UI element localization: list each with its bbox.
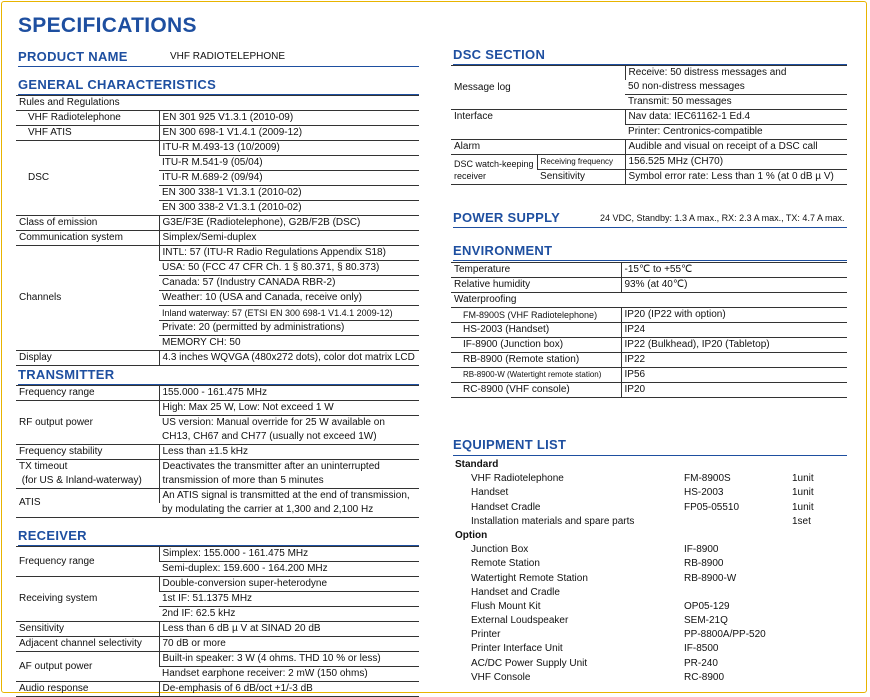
rx-system-value: 1st IF: 51.1375 MHz	[159, 592, 419, 607]
channel-value: Weather: 10 (USA and Canada, receive only)	[159, 291, 419, 306]
equipment-code: FM-8900S	[684, 473, 731, 485]
rxfreq-value: 156.525 MHz (CH70)	[625, 155, 847, 170]
iface-value: Nav data: IEC61162-1 Ed.4	[625, 110, 847, 125]
dsc-sens-value: Symbol error rate: Less than 1 % (at 0 dB µ V)	[625, 170, 847, 185]
dsc-label: DSC	[16, 141, 159, 216]
watch-label-line: DSC watch-keeping	[454, 158, 534, 169]
water-item-value: IP20 (IP22 with option)	[621, 308, 847, 323]
equipment-name: VHF Console	[471, 671, 531, 683]
equipment-name: Handset	[471, 487, 509, 499]
iface-value: Printer: Centronics-compatible	[625, 125, 847, 140]
equipment-code: OP05-129	[684, 600, 730, 612]
transmitter-heading: TRANSMITTER	[18, 367, 115, 382]
channels-label: Channels	[16, 246, 159, 351]
water-item-label: RB-8900-W (Watertight remote station)	[451, 368, 621, 383]
rf-value: High: Max 25 W, Low: Not exceed 1 W	[159, 401, 419, 416]
audio-value: De-emphasis of 6 dB/oct +1/-3 dB	[159, 682, 419, 697]
equipment-names	[455, 458, 634, 685]
water-item-label: FM-8900S (VHF Radiotelephone)	[451, 308, 621, 323]
adj-label: Adjacent channel selectivity	[16, 637, 159, 652]
general-table	[16, 95, 419, 366]
msg-value: 50 non-distress messages	[625, 80, 847, 95]
equipment-name: Watertight Remote Station	[471, 572, 588, 584]
dsc-value: ITU-R M.493-13 (10/2009)	[159, 141, 419, 156]
rx-freq-value: Simplex: 155.000 - 161.475 MHz	[159, 547, 419, 562]
water-item-value: IP56	[621, 368, 847, 383]
transmitter-table	[16, 385, 419, 518]
page-title: SPECIFICATIONS	[18, 14, 197, 37]
rf-label: RF output power	[16, 401, 159, 445]
rx-sens-label: Sensitivity	[16, 622, 159, 637]
temp-value: -15℃ to +55℃	[621, 263, 847, 278]
water-item-label: IF-8900 (Junction box)	[451, 338, 621, 353]
watch-label-line: receiver	[454, 170, 487, 181]
equipment-heading: EQUIPMENT LIST	[453, 437, 567, 452]
comm-label: Communication system	[16, 231, 159, 246]
water-item-value: IP22 (Bulkhead), IP20 (Tabletop)	[621, 338, 847, 353]
rx-system-label: Receiving system	[16, 577, 159, 622]
af-label: AF output power	[16, 652, 159, 682]
stability-value: Less than ±1.5 kHz	[159, 445, 419, 460]
audio-label: Audio response	[16, 682, 159, 697]
equipment-code: PP-8800A/PP-520	[684, 629, 766, 641]
equipment-name: Handset Cradle	[471, 501, 541, 513]
dsc-value: ITU-R M.541-9 (05/04)	[159, 156, 419, 171]
emission-label: Class of emission	[16, 216, 159, 231]
alarm-label: Alarm	[451, 140, 625, 155]
channel-value: INTL: 57 (ITU-R Radio Regulations Appendix S18)	[159, 246, 419, 261]
water-item-value: IP22	[621, 353, 847, 368]
equipment-name: Junction Box	[471, 544, 529, 556]
equipment-qtys	[792, 458, 814, 529]
equipment-name: External Loudspeaker	[471, 615, 569, 627]
rx-system-value: Double-conversion super-heterodyne	[159, 577, 419, 592]
equipment-code: PR-240	[684, 657, 718, 669]
equipment-name: Installation materials and spare parts	[471, 515, 635, 527]
divider	[453, 260, 847, 261]
water-item-value: IP24	[621, 323, 847, 338]
channel-value: MEMORY CH: 50	[159, 336, 419, 351]
alarm-value: Audible and visual on receipt of a DSC call	[625, 140, 847, 155]
equipment-name: Remote Station	[471, 558, 540, 570]
rxfreq-label: Receiving frequency	[537, 155, 625, 170]
msg-value: Transmit: 50 messages	[625, 95, 847, 110]
equipment-code: HS-2003	[684, 487, 724, 499]
divider	[18, 66, 419, 67]
equipment-name: Flush Mount Kit	[471, 600, 541, 612]
display-value: 4.3 inches WQVGA (480x272 dots), color dot matrix LCD	[159, 351, 419, 366]
environment-heading: ENVIRONMENT	[453, 243, 553, 258]
af-value: Built-in speaker: 3 W (4 ohms. THD 10 % or less)	[159, 652, 419, 667]
equipment-code: RB-8900-W	[684, 572, 737, 584]
product-name-heading: PRODUCT NAME	[18, 49, 128, 64]
environment-table	[451, 262, 847, 398]
divider	[453, 455, 847, 456]
rf-value: CH13, CH67 and CH77 (usually not exceed 1W)	[159, 430, 419, 445]
rx-freq-value: Semi-duplex: 159.600 - 164.200 MHz	[159, 562, 419, 577]
equipment-code: IF-8500	[684, 643, 719, 655]
equipment-name: Printer Interface Unit	[471, 643, 563, 655]
equipment-qty: 1unit	[792, 501, 814, 513]
dsc-value: EN 300 338-1 V1.3.1 (2010-02)	[159, 186, 419, 201]
equipment-name: AC/DC Power Supply Unit	[471, 657, 588, 669]
divider	[453, 227, 847, 228]
tx-freq-value: 155.000 - 161.475 MHz	[159, 386, 419, 401]
option-label: Option	[455, 529, 488, 541]
display-label: Display	[16, 351, 159, 366]
equipment-qty: 1set	[792, 515, 811, 527]
receiver-heading: RECEIVER	[18, 528, 87, 543]
equipment-code: IF-8900	[684, 544, 719, 556]
general-heading: GENERAL CHARACTERISTICS	[18, 77, 217, 92]
receiver-table	[16, 546, 419, 697]
tx-timeout-value: transmission of more than 5 minutes	[159, 474, 419, 489]
rx-sens-value: Less than 6 dB µ V at SINAD 20 dB	[159, 622, 419, 637]
water-item-value: IP20	[621, 383, 847, 398]
iface-label: Interface	[451, 110, 625, 140]
dsc-value: ITU-R M.689-2 (09/94)	[159, 171, 419, 186]
humidity-label: Relative humidity	[451, 278, 621, 293]
atis-value: EN 300 698-1 V1.4.1 (2009-12)	[159, 126, 419, 141]
power-heading: POWER SUPPLY	[453, 210, 561, 225]
af-value: Handset earphone receiver: 2 mW (150 ohms)	[159, 667, 419, 682]
power-value: 24 VDC, Standby: 1.3 A max., RX: 2.3 A max., TX: 4.7 A max.	[600, 213, 845, 223]
equipment-name: Handset and Cradle	[471, 586, 560, 598]
water-item-label: RB-8900 (Remote station)	[451, 353, 621, 368]
product-name-value: VHF RADIOTELEPHONE	[170, 51, 286, 62]
equipment-codes	[684, 458, 766, 685]
watch-label	[451, 155, 537, 185]
channel-value: Canada: 57 (Industry CANADA RBR-2)	[159, 276, 419, 291]
equipment-code	[684, 515, 766, 529]
water-item-label: HS-2003 (Handset)	[451, 323, 621, 338]
rx-freq-label: Frequency range	[16, 547, 159, 577]
equipment-code	[684, 586, 766, 600]
vhf-value: EN 301 925 V1.3.1 (2010-09)	[159, 111, 419, 126]
vhf-label: VHF Radiotelephone	[16, 111, 159, 126]
channel-value: USA: 50 (FCC 47 CFR Ch. 1 § 80.371, § 80.373)	[159, 261, 419, 276]
dsc-sens-label: Sensitivity	[537, 170, 625, 185]
equipment-code: SEM-21Q	[684, 615, 728, 627]
tx-timeout-label: (for US & Inland-waterway)	[16, 474, 159, 489]
stability-label: Frequency stability	[16, 445, 159, 460]
water-label: Waterproofing	[454, 294, 517, 305]
adj-value: 70 dB or more	[159, 637, 419, 652]
tx-timeout-label: TX timeout	[19, 461, 68, 472]
tx-atis-label: ATIS	[16, 489, 159, 518]
equipment-code: RC-8900	[684, 671, 725, 683]
tx-freq-label: Frequency range	[16, 386, 159, 401]
equipment-qty: 1unit	[792, 487, 814, 499]
temp-label: Temperature	[451, 263, 621, 278]
equipment-code: RB-8900	[684, 558, 724, 570]
channel-value: Private: 20 (permitted by administrations)	[159, 321, 419, 336]
rf-value: US version: Manual override for 25 W available on	[162, 417, 385, 428]
standard-label: Standard	[455, 459, 499, 470]
equipment-name: Printer	[471, 629, 501, 641]
comm-value: Simplex/Semi-duplex	[159, 231, 419, 246]
msg-label: Message log	[451, 66, 625, 110]
equipment-qty: 1unit	[792, 473, 814, 485]
equipment-code: FP05-05510	[684, 501, 740, 513]
dsc-table	[451, 65, 847, 185]
emission-value: G3E/F3E (Radiotelephone), G2B/F2B (DSC)	[159, 216, 419, 231]
water-item-label: RC-8900 (VHF console)	[451, 383, 621, 398]
tx-atis-value: by modulating the carrier at 1,300 and 2,100 Hz	[159, 503, 419, 518]
equipment-name: VHF Radiotelephone	[471, 473, 564, 485]
channel-value: Inland waterway: 57 (ETSI EN 300 698-1 V1.4.1 2009-12)	[159, 306, 419, 321]
dsc-value: EN 300 338-2 V1.3.1 (2010-02)	[159, 201, 419, 216]
dsc-heading: DSC SECTION	[453, 47, 546, 62]
rx-system-value: 2nd IF: 62.5 kHz	[159, 607, 419, 622]
atis-label: VHF ATIS	[16, 126, 159, 141]
rules-label: Rules and Regulations	[16, 96, 419, 111]
tx-timeout-value: Deactivates the transmitter after an uninterrupted	[159, 460, 419, 475]
humidity-value: 93% (at 40℃)	[621, 278, 847, 293]
msg-value: Receive: 50 distress messages and	[625, 66, 847, 81]
tx-atis-value: An ATIS signal is transmitted at the end of transmission,	[159, 489, 419, 504]
